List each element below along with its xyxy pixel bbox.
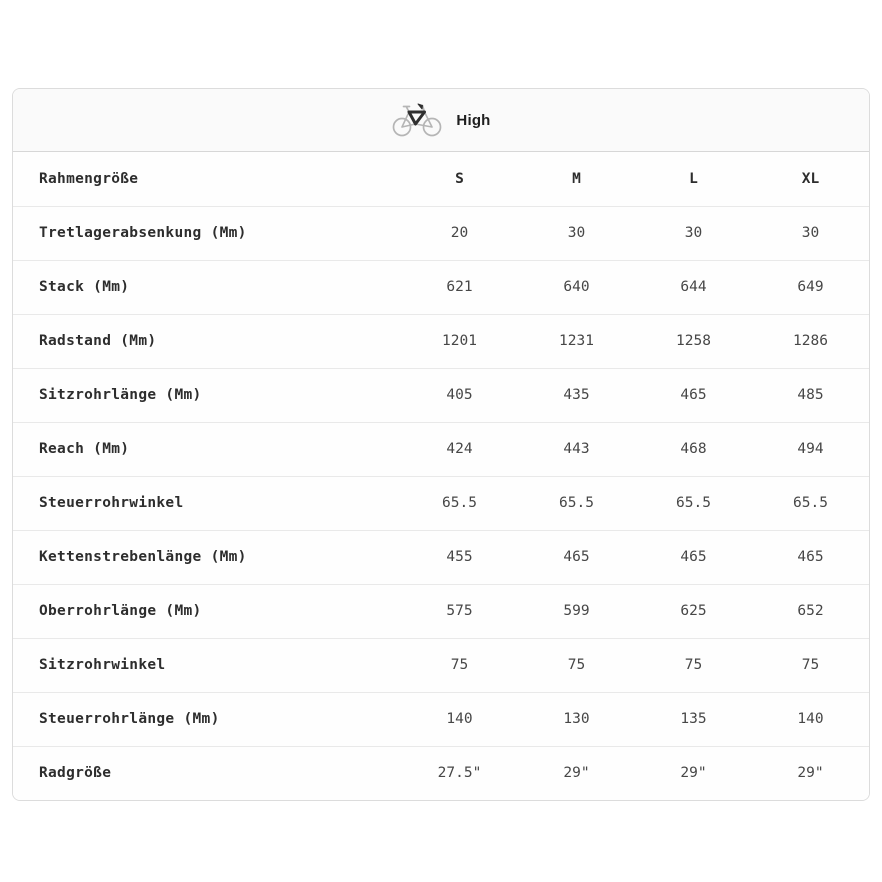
row-value: 29" [635, 746, 752, 800]
row-value: 29" [518, 746, 635, 800]
row-value: 465 [635, 530, 752, 584]
row-value: 640 [518, 260, 635, 314]
row-value: 140 [752, 692, 869, 746]
row-value: 140 [401, 692, 518, 746]
row-value: 465 [518, 530, 635, 584]
geometry-card [12, 88, 870, 801]
row-value: 465 [635, 368, 752, 422]
row-value: 435 [518, 368, 635, 422]
row-value: 1258 [635, 314, 752, 368]
table-row [13, 368, 869, 422]
frame-size-label: Rahmengröße [39, 170, 139, 187]
bicycle-icon [391, 101, 443, 139]
row-label: Stack (Mm) [13, 260, 401, 314]
row-value: 424 [401, 422, 518, 476]
size-column-header-xl: XL [801, 170, 820, 187]
table-row [13, 422, 869, 476]
row-label: Tretlagerabsenkung (Mm) [13, 206, 401, 260]
row-label: Sitzrohrlänge (Mm) [13, 368, 401, 422]
row-label: Steuerrohrlänge (Mm) [13, 692, 401, 746]
row-label: Steuerrohrwinkel [13, 476, 401, 530]
row-value: 625 [635, 584, 752, 638]
row-value: 468 [635, 422, 752, 476]
row-value: 27.5" [401, 746, 518, 800]
row-value: 621 [401, 260, 518, 314]
row-value: 30 [752, 206, 869, 260]
size-column-header-l: L [689, 170, 698, 187]
table-row [13, 746, 869, 800]
row-value: 29" [752, 746, 869, 800]
row-value: 65.5 [635, 476, 752, 530]
row-value: 599 [518, 584, 635, 638]
row-value: 485 [752, 368, 869, 422]
row-value: 494 [752, 422, 869, 476]
row-value: 575 [401, 584, 518, 638]
row-value: 443 [518, 422, 635, 476]
row-value: 130 [518, 692, 635, 746]
row-value: 465 [752, 530, 869, 584]
row-value: 75 [401, 638, 518, 692]
row-value: 455 [401, 530, 518, 584]
row-label: Radstand (Mm) [13, 314, 401, 368]
row-value: 1201 [401, 314, 518, 368]
row-value: 649 [752, 260, 869, 314]
geometry-card-header [13, 89, 869, 152]
table-row [13, 638, 869, 692]
row-value: 1286 [752, 314, 869, 368]
row-label: Sitzrohrwinkel [13, 638, 401, 692]
table-row [13, 584, 869, 638]
row-value: 405 [401, 368, 518, 422]
table-row [13, 692, 869, 746]
table-row [13, 206, 869, 260]
row-label: Reach (Mm) [13, 422, 401, 476]
row-value: 30 [518, 206, 635, 260]
row-value: 65.5 [752, 476, 869, 530]
row-value: 75 [752, 638, 869, 692]
table-row [13, 476, 869, 530]
row-value: 75 [635, 638, 752, 692]
row-value: 20 [401, 206, 518, 260]
table-row [13, 314, 869, 368]
size-column-header-m: M [572, 170, 581, 187]
row-value: 30 [635, 206, 752, 260]
size-column-header-s: S [455, 170, 464, 187]
row-label: Radgröße [13, 746, 401, 800]
row-value: 644 [635, 260, 752, 314]
card-title: High [456, 111, 491, 129]
row-value: 135 [635, 692, 752, 746]
geometry-table [13, 152, 869, 800]
table-row [13, 530, 869, 584]
row-value: 65.5 [518, 476, 635, 530]
table-row-size-header [13, 152, 869, 206]
row-value: 65.5 [401, 476, 518, 530]
row-value: 1231 [518, 314, 635, 368]
row-value: 75 [518, 638, 635, 692]
table-row [13, 260, 869, 314]
row-label: Kettenstrebenlänge (Mm) [13, 530, 401, 584]
row-value: 652 [752, 584, 869, 638]
row-label: Oberrohrlänge (Mm) [13, 584, 401, 638]
